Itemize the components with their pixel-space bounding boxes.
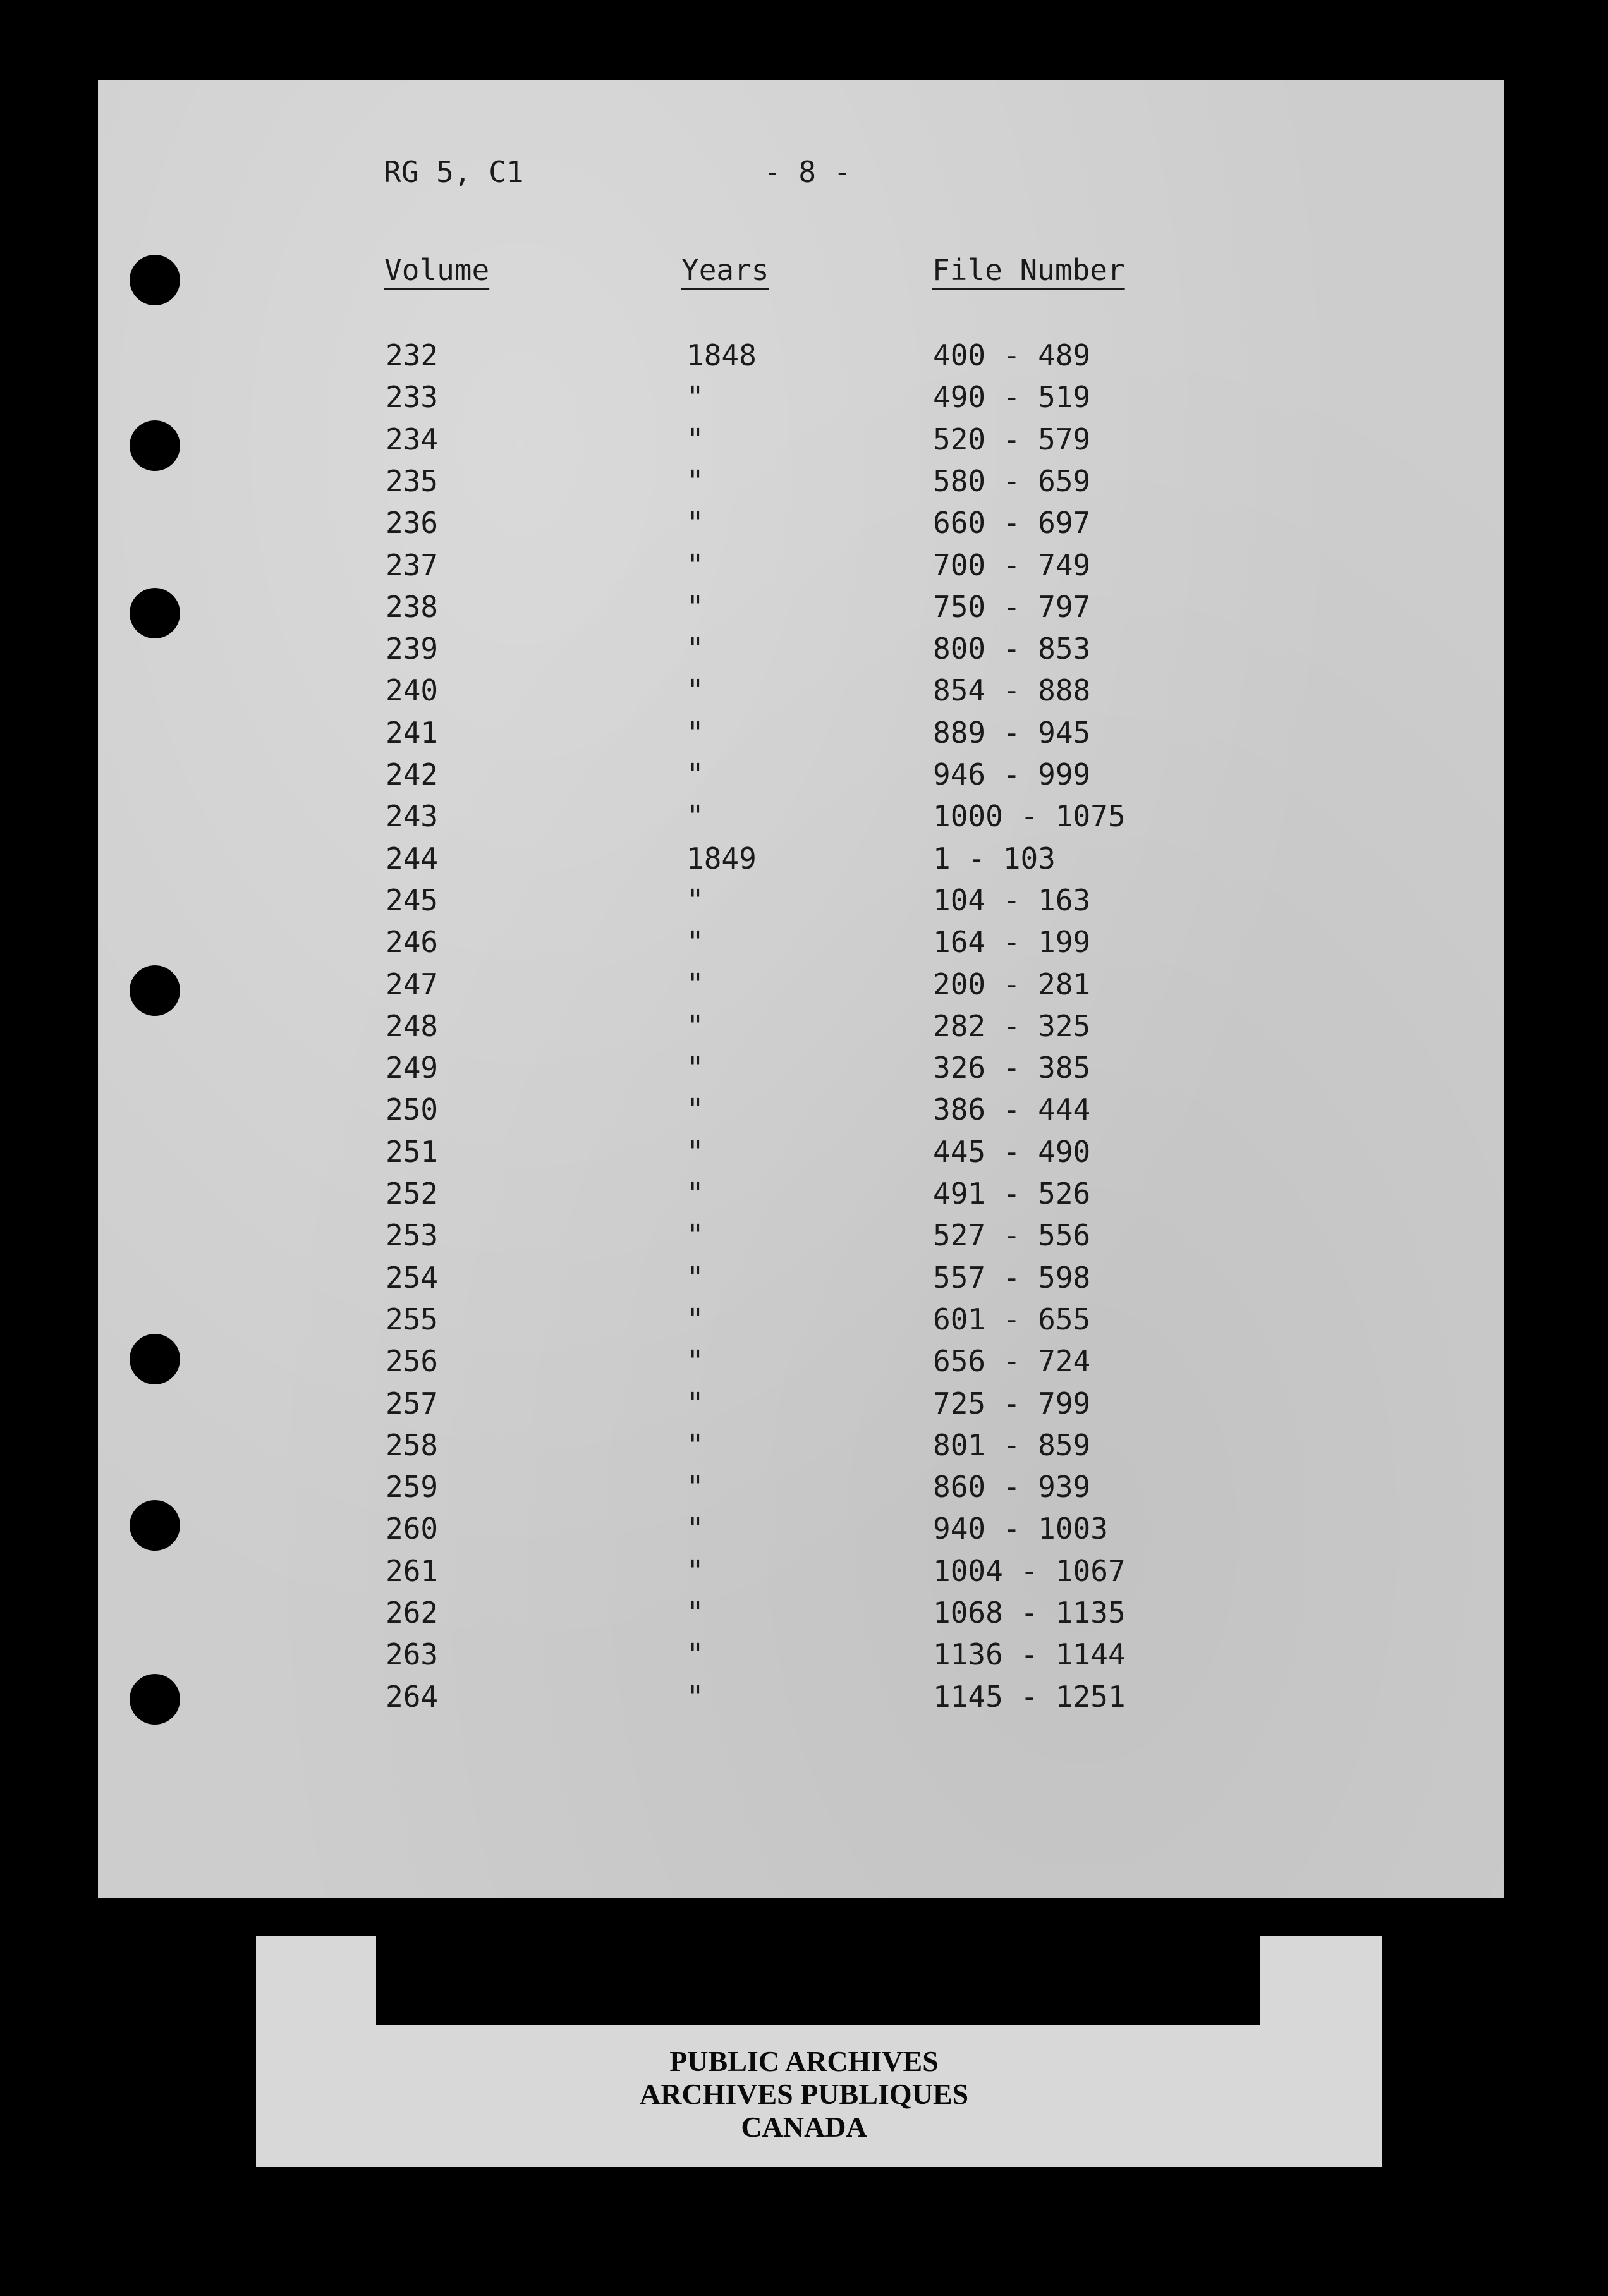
years-cell: " xyxy=(686,380,704,415)
years-cell: " xyxy=(686,632,704,666)
file-number-cell: 282 - 325 xyxy=(933,1008,1091,1043)
table-row xyxy=(0,1344,1608,1386)
years-cell: " xyxy=(686,1427,704,1462)
volume-cell: 247 xyxy=(386,967,439,1001)
table-row xyxy=(0,757,1608,799)
years-cell: " xyxy=(686,422,704,456)
file-number-cell: 445 - 490 xyxy=(933,1134,1091,1169)
volume-cell: 264 xyxy=(386,1679,439,1714)
table-row xyxy=(0,1261,1608,1302)
table-row xyxy=(0,883,1608,925)
file-number-cell: 940 - 1003 xyxy=(933,1511,1108,1546)
table-row xyxy=(0,1680,1608,1721)
volume-cell: 234 xyxy=(386,422,439,456)
table-row xyxy=(0,590,1608,632)
years-cell: " xyxy=(686,1218,704,1253)
years-cell: " xyxy=(686,1637,704,1672)
table-row xyxy=(0,1637,1608,1679)
table-row xyxy=(0,380,1608,422)
file-number-cell: 1068 - 1135 xyxy=(933,1596,1126,1630)
file-number-cell: 200 - 281 xyxy=(933,967,1091,1001)
page-number: - 8 - xyxy=(764,155,851,189)
file-number-cell: 854 - 888 xyxy=(933,673,1091,708)
years-cell: " xyxy=(686,757,704,791)
volume-cell: 237 xyxy=(386,547,439,582)
years-cell: 1849 xyxy=(686,841,757,876)
file-number-cell: 1000 - 1075 xyxy=(933,799,1126,834)
volume-cell: 261 xyxy=(386,1553,439,1588)
stamp-line-2: ARCHIVES PUBLIQUES xyxy=(639,2078,969,2110)
file-number-cell: 326 - 385 xyxy=(933,1051,1091,1085)
table-row xyxy=(0,716,1608,757)
file-number-cell: 860 - 939 xyxy=(933,1470,1091,1505)
volume-cell: 259 xyxy=(386,1470,439,1505)
volume-cell: 248 xyxy=(386,1008,439,1043)
stamp-line-3: CANADA xyxy=(741,2111,867,2143)
years-cell: " xyxy=(686,1344,704,1379)
table-row xyxy=(0,967,1608,1009)
volume-cell: 241 xyxy=(386,715,439,750)
table-row xyxy=(0,422,1608,464)
volume-cell: 240 xyxy=(386,673,439,708)
file-number-cell: 557 - 598 xyxy=(933,1260,1091,1295)
table-row xyxy=(0,1596,1608,1637)
file-number-cell: 491 - 526 xyxy=(933,1176,1091,1211)
file-number-cell: 750 - 797 xyxy=(933,589,1091,624)
table-row xyxy=(0,1470,1608,1511)
table-row xyxy=(0,1554,1608,1596)
volume-cell: 244 xyxy=(386,841,439,876)
file-number-cell: 580 - 659 xyxy=(933,463,1091,498)
volume-cell: 235 xyxy=(386,463,439,498)
file-number-cell: 801 - 859 xyxy=(933,1427,1091,1462)
file-number-cell: 400 - 489 xyxy=(933,338,1091,372)
table-row xyxy=(0,1302,1608,1344)
volume-cell: 249 xyxy=(386,1051,439,1085)
years-cell: " xyxy=(686,1092,704,1127)
file-number-cell: 1145 - 1251 xyxy=(933,1679,1126,1714)
volume-cell: 260 xyxy=(386,1511,439,1546)
volume-cell: 253 xyxy=(386,1218,439,1253)
years-cell: " xyxy=(686,673,704,708)
volume-cell: 254 xyxy=(386,1260,439,1295)
file-number-cell: 601 - 655 xyxy=(933,1302,1091,1336)
years-cell: " xyxy=(686,1260,704,1295)
volume-cell: 243 xyxy=(386,799,439,834)
table-row xyxy=(0,1051,1608,1092)
volume-cell: 251 xyxy=(386,1134,439,1169)
years-cell: " xyxy=(686,463,704,498)
volume-cell: 242 xyxy=(386,757,439,791)
table-row xyxy=(0,1092,1608,1134)
volume-cell: 255 xyxy=(386,1302,439,1336)
volume-cell: 258 xyxy=(386,1427,439,1462)
volume-cell: 239 xyxy=(386,632,439,666)
column-header-volume: Volume xyxy=(384,253,490,287)
file-number-cell: 889 - 945 xyxy=(933,715,1091,750)
volume-cell: 236 xyxy=(386,506,439,540)
volume-cell: 238 xyxy=(386,589,439,624)
years-cell: " xyxy=(686,1176,704,1211)
years-cell: " xyxy=(686,1470,704,1505)
file-number-cell: 520 - 579 xyxy=(933,422,1091,456)
years-cell: " xyxy=(686,1134,704,1169)
file-number-cell: 946 - 999 xyxy=(933,757,1091,791)
table-row xyxy=(0,799,1608,841)
table-row xyxy=(0,464,1608,506)
record-group-reference: RG 5, C1 xyxy=(384,155,524,189)
table-row xyxy=(0,548,1608,590)
file-number-cell: 386 - 444 xyxy=(933,1092,1091,1127)
table-row xyxy=(0,1386,1608,1428)
years-cell: " xyxy=(686,1051,704,1085)
years-cell: " xyxy=(686,1008,704,1043)
years-cell: " xyxy=(686,1386,704,1420)
volume-cell: 263 xyxy=(386,1637,439,1672)
volume-cell: 262 xyxy=(386,1596,439,1630)
years-cell: " xyxy=(686,1596,704,1630)
volume-cell: 233 xyxy=(386,380,439,415)
years-cell: " xyxy=(686,1302,704,1336)
years-cell: " xyxy=(686,589,704,624)
table-row xyxy=(0,1009,1608,1051)
file-number-cell: 527 - 556 xyxy=(933,1218,1091,1253)
table-row xyxy=(0,1176,1608,1218)
years-cell: " xyxy=(686,925,704,960)
punch-hole xyxy=(130,255,180,305)
years-cell: " xyxy=(686,1553,704,1588)
table-row xyxy=(0,1135,1608,1176)
table-row xyxy=(0,506,1608,547)
volume-cell: 252 xyxy=(386,1176,439,1211)
table-row xyxy=(0,841,1608,883)
years-cell: " xyxy=(686,967,704,1001)
file-number-cell: 800 - 853 xyxy=(933,632,1091,666)
plate-notch xyxy=(376,1936,1260,2025)
file-number-cell: 1136 - 1144 xyxy=(933,1637,1126,1672)
table-row xyxy=(0,1218,1608,1260)
table-row xyxy=(0,925,1608,967)
table-row xyxy=(0,338,1608,380)
file-number-cell: 490 - 519 xyxy=(933,380,1091,415)
table-row xyxy=(0,1428,1608,1470)
volume-cell: 250 xyxy=(386,1092,439,1127)
table-row xyxy=(0,632,1608,673)
file-number-cell: 725 - 799 xyxy=(933,1386,1091,1420)
years-cell: " xyxy=(686,1511,704,1546)
volume-cell: 256 xyxy=(386,1344,439,1379)
years-cell: " xyxy=(686,506,704,540)
file-number-cell: 660 - 697 xyxy=(933,506,1091,540)
file-number-cell: 104 - 163 xyxy=(933,882,1091,917)
volume-cell: 246 xyxy=(386,925,439,960)
years-cell: " xyxy=(686,547,704,582)
volume-cell: 245 xyxy=(386,882,439,917)
file-number-cell: 1004 - 1067 xyxy=(933,1553,1126,1588)
file-number-cell: 164 - 199 xyxy=(933,925,1091,960)
table-row xyxy=(0,1511,1608,1553)
years-cell: 1848 xyxy=(686,338,757,372)
stamp-line-1: PUBLIC ARCHIVES xyxy=(669,2045,939,2077)
file-number-cell: 1 - 103 xyxy=(933,841,1056,876)
file-number-cell: 700 - 749 xyxy=(933,547,1091,582)
years-cell: " xyxy=(686,715,704,750)
file-number-cell: 656 - 724 xyxy=(933,1344,1091,1379)
column-header-file-number: File Number xyxy=(932,253,1125,287)
years-cell: " xyxy=(686,882,704,917)
volume-cell: 257 xyxy=(386,1386,439,1420)
column-header-years: Years xyxy=(681,253,769,287)
volume-cell: 232 xyxy=(386,338,439,372)
years-cell: " xyxy=(686,799,704,834)
table-row xyxy=(0,673,1608,715)
years-cell: " xyxy=(686,1679,704,1714)
